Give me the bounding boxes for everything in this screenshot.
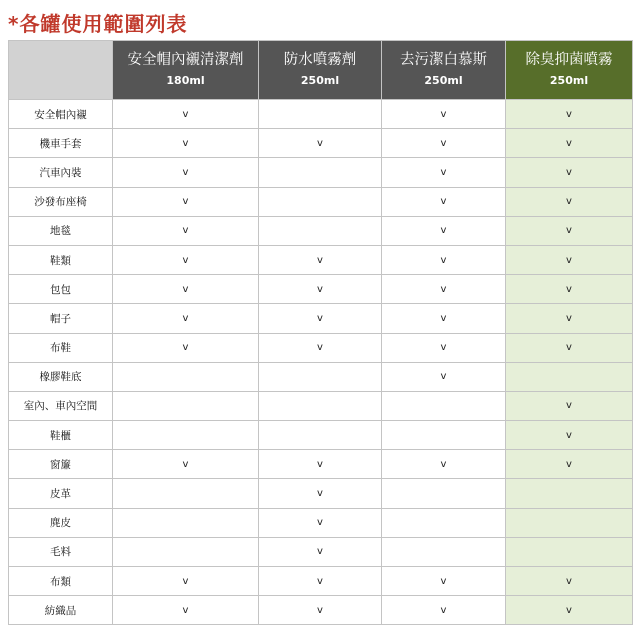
check-cell: v [113,245,259,274]
check-cell [506,479,633,508]
check-cell [113,362,259,391]
check-cell [506,362,633,391]
check-cell: v [382,275,506,304]
check-cell: v [259,596,382,625]
check-cell: v [259,129,382,158]
table-row [9,187,633,216]
check-cell: v [382,158,506,187]
column-header-cleaner [113,41,259,100]
check-cell: v [506,129,633,158]
check-cell: v [506,567,633,596]
check-cell: v [113,100,259,129]
row-label: 橡膠鞋底 [9,362,113,391]
column-name: 防水噴霧劑 [283,52,357,68]
check-cell [382,479,506,508]
check-cell: v [506,450,633,479]
table-row [9,245,633,274]
check-cell [113,421,259,450]
check-cell: v [382,362,506,391]
check-cell [382,421,506,450]
check-cell [382,508,506,537]
table-row [9,333,633,362]
check-cell: v [259,537,382,566]
check-cell: v [506,245,633,274]
row-label: 窗簾 [9,450,113,479]
check-cell: v [259,508,382,537]
check-cell: v [506,275,633,304]
check-cell: v [113,304,259,333]
check-cell: v [259,275,382,304]
row-label: 安全帽內襯 [9,100,113,129]
column-header-mousse [382,41,506,100]
check-cell: v [113,158,259,187]
header-row [9,41,633,100]
column-name: 除臭抑菌噴霧 [525,52,613,68]
row-label: 紡織品 [9,596,113,625]
row-label: 沙發布座椅 [9,187,113,216]
column-name: 安全帽內襯清潔劑 [127,52,244,68]
check-cell [259,158,382,187]
check-cell [506,537,633,566]
check-cell [259,391,382,420]
check-cell: v [113,450,259,479]
row-label: 帽子 [9,304,113,333]
check-cell [259,187,382,216]
table-row [9,129,633,158]
check-cell: v [259,567,382,596]
table-row [9,304,633,333]
row-label: 鞋類 [9,245,113,274]
table-row [9,158,633,187]
row-label: 布鞋 [9,333,113,362]
check-cell [113,479,259,508]
check-cell: v [113,333,259,362]
check-cell: v [506,333,633,362]
column-size: 180ml [166,74,205,87]
check-cell: v [506,596,633,625]
check-cell: v [382,567,506,596]
check-cell: v [506,391,633,420]
check-cell [506,508,633,537]
row-label: 包包 [9,275,113,304]
row-label: 毛料 [9,537,113,566]
check-cell: v [382,216,506,245]
table-row [9,450,633,479]
check-cell: v [382,450,506,479]
table-row [9,100,633,129]
corner-cell [9,41,113,100]
row-label: 室內、車內空間 [9,391,113,420]
check-cell [259,216,382,245]
check-cell [113,391,259,420]
row-label: 鞋櫃 [9,421,113,450]
page-title: *各罐使用範圍列表 [8,12,188,36]
check-cell: v [506,100,633,129]
check-cell: v [259,450,382,479]
check-cell [259,100,382,129]
table-body [9,100,633,625]
check-cell: v [382,129,506,158]
check-cell: v [113,567,259,596]
check-cell [113,508,259,537]
check-cell [382,537,506,566]
check-cell: v [113,187,259,216]
table-row [9,479,633,508]
column-header-waterproof [259,41,382,100]
row-label: 皮革 [9,479,113,508]
check-cell: v [113,129,259,158]
column-size: 250ml [424,74,463,87]
check-cell: v [382,100,506,129]
table-row [9,421,633,450]
table-row [9,391,633,420]
table-row [9,216,633,245]
check-cell [113,537,259,566]
row-label: 布類 [9,567,113,596]
check-cell: v [506,304,633,333]
check-cell: v [382,245,506,274]
check-cell: v [259,304,382,333]
column-size: 250ml [300,74,340,87]
usage-table [8,40,633,625]
check-cell: v [113,275,259,304]
column-size: 250ml [549,74,589,87]
check-cell: v [259,245,382,274]
check-cell: v [506,187,633,216]
table-row [9,596,633,625]
check-cell: v [259,333,382,362]
row-label: 機車手套 [9,129,113,158]
row-label: 汽車內裝 [9,158,113,187]
check-cell: v [382,187,506,216]
table-row [9,508,633,537]
check-cell: v [113,596,259,625]
check-cell: v [113,216,259,245]
column-header-deodorant [506,41,633,100]
row-label: 麂皮 [9,508,113,537]
table-row [9,537,633,566]
check-cell: v [506,421,633,450]
check-cell [259,362,382,391]
check-cell [382,391,506,420]
check-cell: v [382,333,506,362]
column-name: 去污潔白慕斯 [400,52,487,68]
row-label: 地毯 [9,216,113,245]
check-cell [259,421,382,450]
check-cell: v [259,479,382,508]
check-cell: v [506,158,633,187]
table-row [9,567,633,596]
table-row [9,275,633,304]
check-cell: v [382,596,506,625]
table-row [9,362,633,391]
check-cell: v [382,304,506,333]
check-cell: v [506,216,633,245]
